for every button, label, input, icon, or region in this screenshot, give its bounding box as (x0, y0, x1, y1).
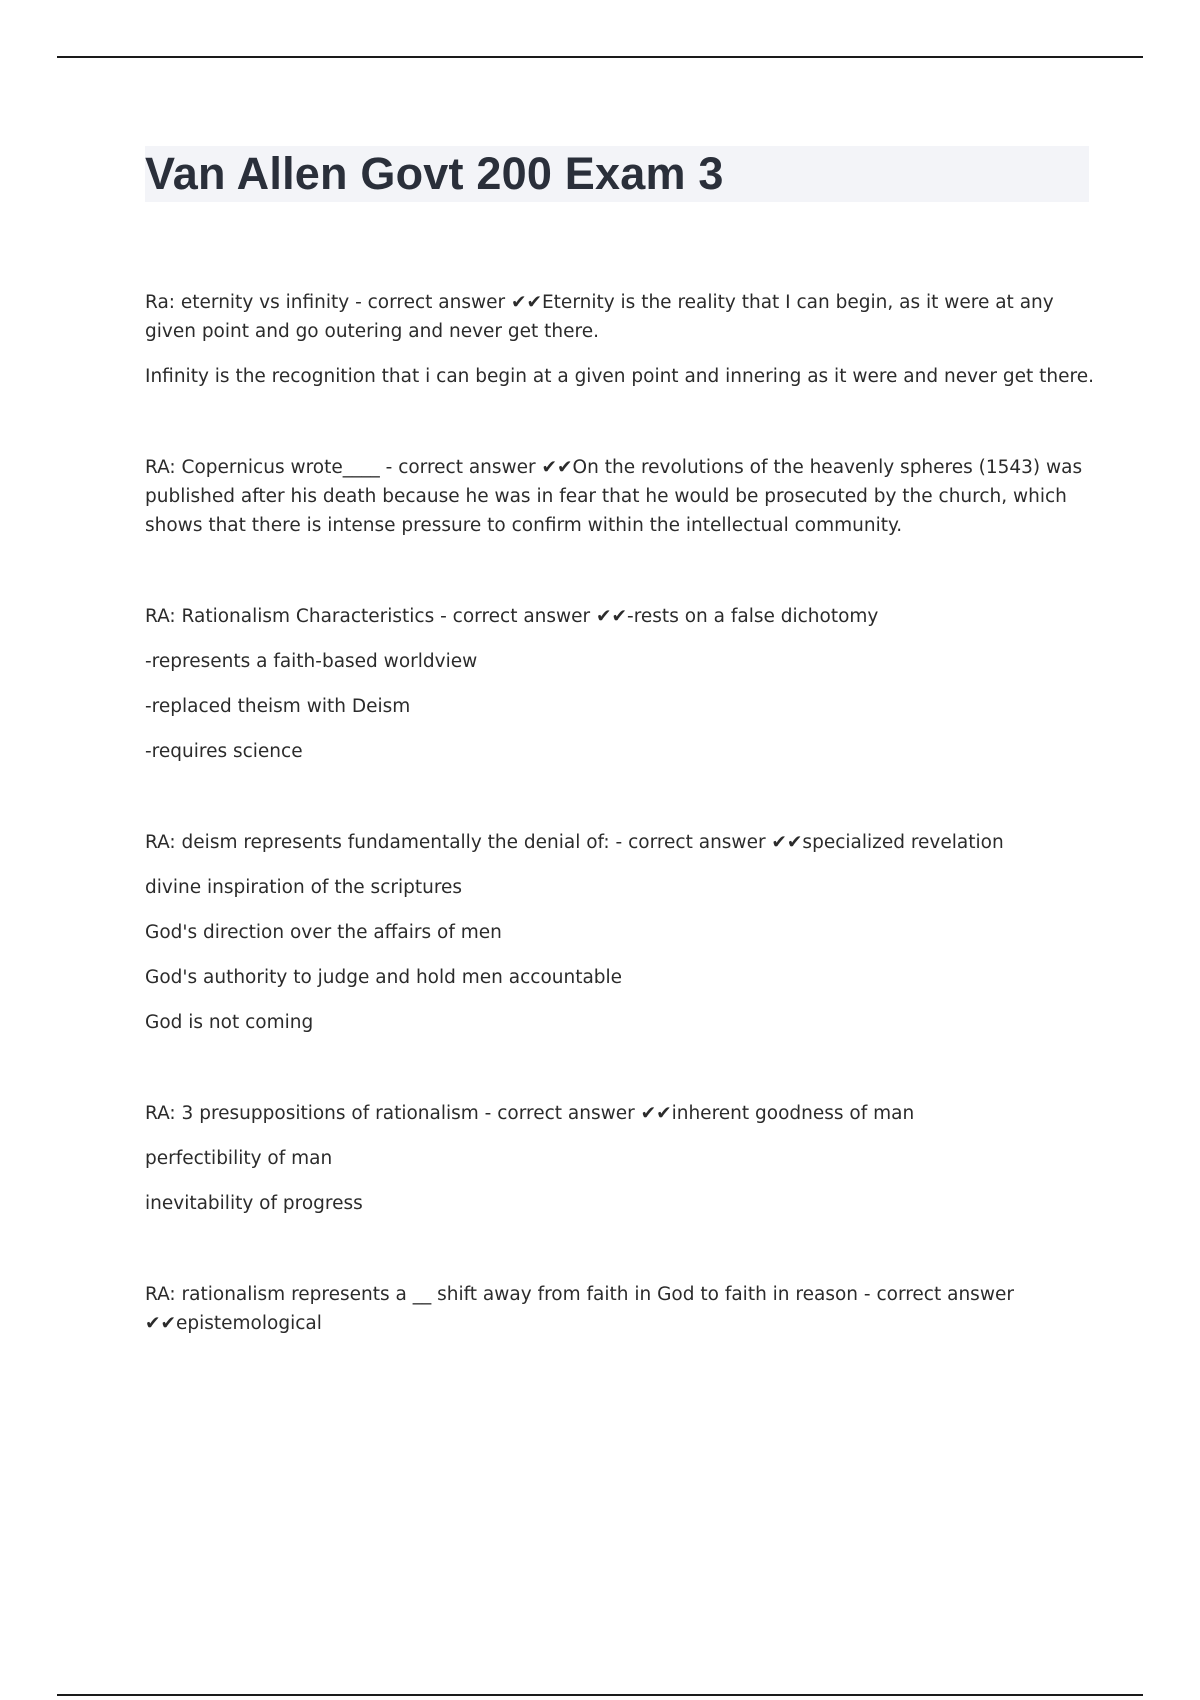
entry-line: RA: rationalism represents a __ shift away from faith in God to faith in reason - correct answer ✔✔epistemological (145, 1284, 1014, 1334)
entry-line: inevitability of progress (145, 1193, 363, 1214)
entry-line: RA: Rationalism Characteristics - correct answer ✔✔-rests on a false dichotomy (145, 606, 879, 627)
entry-line: -requires science (145, 741, 303, 762)
qa-entry-rationalism-characteristics (145, 602, 1095, 766)
entry-line: Ra: eternity vs infinity - correct answer ✔✔Eternity is the reality that I can begin, as it were at any given point and go outering and never get there. (145, 292, 1054, 342)
qa-entry-copernicus (145, 453, 1095, 540)
entry-line: God is not coming (145, 1012, 314, 1033)
qa-entry-deism-denial (145, 828, 1095, 1037)
qa-entry-presuppositions (145, 1099, 1095, 1218)
entry-line: -replaced theism with Deism (145, 696, 411, 717)
page-title: Van Allen Govt 200 Exam 3 (145, 148, 724, 199)
entry-line: RA: Copernicus wrote____ - correct answer ✔✔On the revolutions of the heavenly spheres (1543) was published after his death because he was in fear that he would be prosecuted by the church, which shows that there is intense pressure to confirm within the intellectual community. (145, 457, 1083, 536)
entry-line: divine inspiration of the scriptures (145, 877, 463, 898)
entry-line: RA: 3 presuppositions of rationalism - correct answer ✔✔inherent goodness of man (145, 1103, 915, 1124)
qa-entry-epistemological (145, 1280, 1095, 1338)
bottom-rule (57, 1694, 1143, 1696)
entry-line: God's direction over the affairs of men (145, 922, 502, 943)
qa-entry-eternity (145, 288, 1095, 391)
document-body (145, 288, 1095, 1400)
entry-line: -represents a faith-based worldview (145, 651, 478, 672)
top-rule (57, 56, 1143, 58)
entry-line: perfectibility of man (145, 1148, 333, 1169)
entry-line: Infinity is the recognition that i can begin at a given point and innering as it were and never get there. (145, 366, 1094, 387)
entry-line: God's authority to judge and hold men accountable (145, 967, 623, 988)
entry-line: RA: deism represents fundamentally the denial of: - correct answer ✔✔specialized revelation (145, 832, 1004, 853)
